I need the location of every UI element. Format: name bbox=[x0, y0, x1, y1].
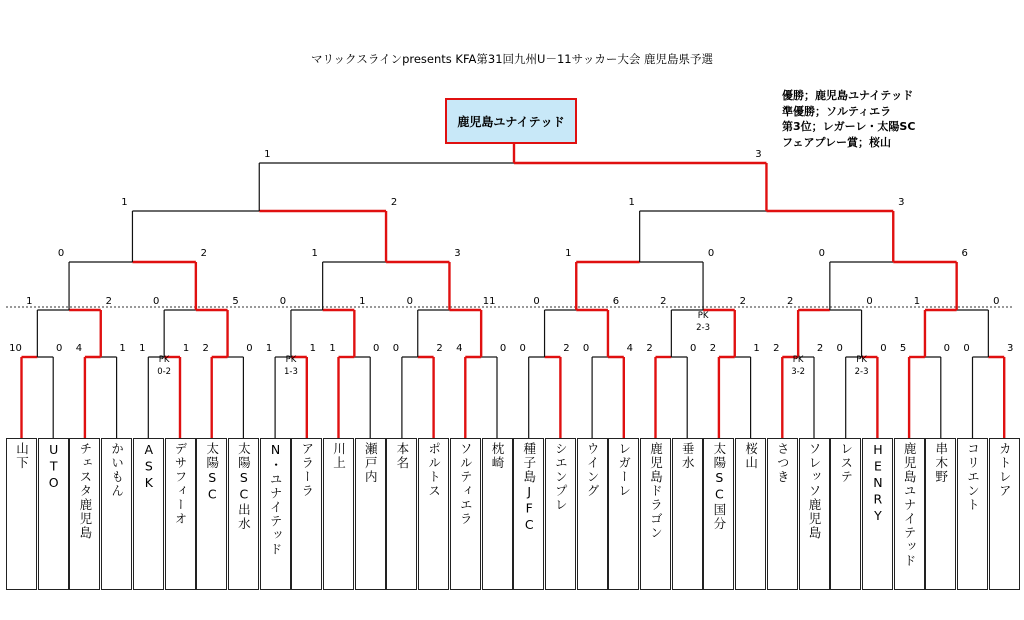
pk-label-r1-match12-title: PK bbox=[792, 355, 804, 365]
r2-match7-score-right: 0 bbox=[993, 296, 1000, 307]
team-name: 垂水 bbox=[680, 442, 696, 470]
team-box bbox=[69, 438, 100, 590]
team-name: UTO bbox=[46, 442, 62, 492]
team-name: 串木野 bbox=[933, 442, 949, 484]
team-name: ソレッソ鹿児島 bbox=[807, 442, 822, 540]
r3-match2-score-left: 1 bbox=[565, 248, 572, 259]
r1-match10-score-right: 0 bbox=[690, 343, 697, 354]
r1-match2-score-left: 1 bbox=[139, 343, 146, 354]
team-name: ウイング bbox=[585, 442, 601, 498]
r1-match11-score-right: 1 bbox=[753, 343, 760, 354]
r1-match9-score-left: 0 bbox=[582, 343, 590, 354]
team-box bbox=[133, 438, 164, 590]
r1-match15-score-left: 0 bbox=[963, 343, 970, 354]
team-name: さつき bbox=[775, 442, 791, 484]
r1-match12-score-left: 2 bbox=[773, 343, 780, 354]
team-name: カトレア bbox=[997, 442, 1013, 498]
r1-match3-score-right: 0 bbox=[246, 343, 253, 354]
r4-match0-score-left: 1 bbox=[121, 197, 128, 208]
r1-match4-score-right: 1 bbox=[309, 343, 316, 354]
team-box bbox=[894, 438, 925, 590]
pk-label-r1-match4-score: 1-3 bbox=[284, 367, 298, 377]
pk-label-r2-match5-score: 2-3 bbox=[696, 323, 710, 333]
r2-match7-score-left: 1 bbox=[913, 296, 921, 307]
r2-match5-score-left: 2 bbox=[660, 296, 667, 307]
team-box bbox=[830, 438, 861, 590]
team-box bbox=[482, 438, 513, 590]
team-box bbox=[925, 438, 956, 590]
team-name: 太陽SC bbox=[204, 442, 220, 503]
team-box bbox=[101, 438, 132, 590]
r3-match1-score-right: 3 bbox=[454, 248, 461, 259]
team-name: 瀬戸内 bbox=[363, 442, 379, 484]
r1-match4-score-left: 1 bbox=[265, 343, 273, 354]
result-winner: 優勝；鹿児島ユナイテッド bbox=[782, 89, 914, 102]
r1-match9-score-right: 4 bbox=[626, 343, 633, 354]
team-box bbox=[6, 438, 37, 590]
team-box bbox=[672, 438, 703, 590]
result-third: 第3位；レガーレ・太陽SC bbox=[782, 120, 916, 133]
r2-match4-score-left: 0 bbox=[533, 296, 540, 307]
team-box bbox=[418, 438, 449, 590]
r1-match14-score-right: 0 bbox=[943, 343, 950, 354]
team-box bbox=[989, 438, 1020, 590]
r4-match1-score-right: 3 bbox=[898, 197, 905, 208]
team-name: 本名 bbox=[394, 442, 410, 470]
r2-match0-score-right: 2 bbox=[105, 296, 112, 307]
r1-match7-score-left: 4 bbox=[456, 343, 463, 354]
r2-match3-score-right: 11 bbox=[482, 296, 496, 307]
team-box bbox=[957, 438, 988, 590]
team-name: 太陽SC国分 bbox=[711, 442, 727, 531]
champion-box bbox=[445, 98, 577, 144]
r2-match4-score-right: 6 bbox=[612, 296, 620, 307]
r1-match15-score-right: 3 bbox=[1007, 343, 1014, 354]
pk-label-r1-match4-title: PK bbox=[285, 355, 297, 365]
team-box bbox=[513, 438, 544, 590]
pk-label-r1-match12-score: 3-2 bbox=[791, 367, 806, 377]
r3-match0-score-right: 2 bbox=[200, 248, 208, 259]
team-box bbox=[196, 438, 227, 590]
team-name: ASK bbox=[141, 442, 157, 492]
team-name: アラーラ bbox=[299, 442, 315, 498]
r1-match13-score-right: 0 bbox=[880, 343, 887, 354]
r2-match2-score-right: 1 bbox=[359, 296, 366, 307]
team-box bbox=[608, 438, 639, 590]
r1-match1-score-right: 1 bbox=[119, 343, 126, 354]
team-box bbox=[545, 438, 576, 590]
team-name: 川上 bbox=[331, 442, 347, 470]
r3-match3-score-right: 6 bbox=[961, 248, 968, 259]
team-box bbox=[323, 438, 354, 590]
team-name: デサフィーオ bbox=[173, 442, 188, 526]
result-fair-play: フェアプレー賞；桜山 bbox=[782, 135, 892, 149]
r1-match8-score-right: 2 bbox=[563, 343, 570, 354]
team-name: レステ bbox=[838, 442, 854, 484]
team-box bbox=[450, 438, 481, 590]
team-box bbox=[640, 438, 671, 590]
champion-name: 鹿児島ユナイテッド bbox=[457, 114, 565, 129]
team-name: 山下 bbox=[14, 442, 30, 470]
r3-match2-score-right: 0 bbox=[707, 248, 715, 259]
team-name: 桜山 bbox=[743, 442, 759, 470]
r2-match6-score-right: 0 bbox=[866, 296, 873, 307]
r2-match2-score-left: 0 bbox=[279, 296, 287, 307]
r1-match1-score-left: 4 bbox=[75, 343, 83, 354]
team-name: チェスタ鹿児島 bbox=[77, 442, 93, 540]
pk-label-r1-match13-score: 2-3 bbox=[854, 367, 869, 377]
r4-match0-score-right: 2 bbox=[390, 197, 398, 208]
r1-match2-score-right: 1 bbox=[182, 343, 190, 354]
r1-match12-score-right: 2 bbox=[816, 343, 824, 354]
r1-match14-score-left: 5 bbox=[899, 343, 907, 354]
pk-label-r1-match13-title: PK bbox=[856, 355, 867, 365]
r2-match1-score-left: 0 bbox=[152, 296, 160, 307]
pk-label-r2-match5-title: PK bbox=[697, 311, 709, 321]
r1-match8-score-left: 0 bbox=[519, 343, 526, 354]
r3-match0-score-left: 0 bbox=[57, 248, 65, 259]
team-box bbox=[260, 438, 291, 590]
team-box bbox=[355, 438, 386, 590]
r1-match0-score-right: 0 bbox=[56, 343, 63, 354]
r3-match1-score-left: 1 bbox=[311, 248, 318, 259]
r1-match13-score-left: 0 bbox=[836, 343, 843, 354]
team-box bbox=[862, 438, 893, 590]
team-box bbox=[735, 438, 766, 590]
team-name: レガーレ bbox=[616, 442, 632, 498]
r2-match3-score-left: 0 bbox=[406, 296, 413, 307]
r1-match5-score-left: 1 bbox=[329, 343, 336, 354]
team-name: 鹿児島ユナイテッド bbox=[902, 442, 918, 568]
r2-match1-score-right: 5 bbox=[232, 296, 239, 307]
team-name: 太陽SC出水 bbox=[236, 442, 252, 531]
r1-match6-score-left: 0 bbox=[392, 343, 400, 354]
team-box bbox=[799, 438, 830, 590]
page-title: マリックスラインpresents KFA第31回九州U－11サッカー大会 鹿児島県予選 bbox=[310, 52, 713, 66]
r1-match3-score-left: 2 bbox=[202, 343, 209, 354]
team-name: かいもん bbox=[109, 442, 125, 498]
final-score-right: 3 bbox=[755, 149, 762, 160]
r4-match1-score-left: 1 bbox=[628, 197, 635, 208]
team-name: 鹿児島ドラゴン bbox=[648, 442, 664, 540]
team-name: コリエント bbox=[965, 442, 981, 512]
team-box bbox=[386, 438, 417, 590]
team-name: シエンプレ bbox=[553, 442, 569, 512]
r3-match3-score-left: 0 bbox=[818, 248, 826, 259]
team-box bbox=[291, 438, 322, 590]
r1-match11-score-left: 2 bbox=[709, 343, 717, 354]
team-box bbox=[767, 438, 798, 590]
team-name: N・ユナイテッド bbox=[268, 442, 284, 557]
team-name: ポルトス bbox=[426, 442, 442, 498]
team-box bbox=[38, 438, 69, 590]
final-score-left: 1 bbox=[264, 149, 271, 160]
r1-match0-score-left: 10 bbox=[9, 343, 22, 354]
team-box bbox=[703, 438, 734, 590]
r1-match6-score-right: 2 bbox=[436, 343, 443, 354]
r1-match7-score-right: 0 bbox=[499, 343, 507, 354]
result-runner-up: 準優勝；ソルティエラ bbox=[782, 104, 892, 118]
team-box bbox=[228, 438, 259, 590]
team-box bbox=[165, 438, 196, 590]
team-name: 枕崎 bbox=[490, 442, 505, 470]
r1-match10-score-left: 2 bbox=[646, 343, 653, 354]
team-name: ソルティエラ bbox=[458, 442, 474, 526]
team-box bbox=[577, 438, 608, 590]
pk-label-r1-match2-title: PK bbox=[158, 355, 170, 365]
r2-match0-score-left: 1 bbox=[26, 296, 33, 307]
r2-match5-score-right: 2 bbox=[739, 296, 746, 307]
pk-label-r1-match2-score: 0-2 bbox=[157, 367, 172, 377]
team-name: 種子島JFC bbox=[521, 442, 537, 534]
team-name: HENRY bbox=[870, 442, 886, 525]
r1-match5-score-right: 0 bbox=[373, 343, 380, 354]
r2-match6-score-left: 2 bbox=[786, 296, 794, 307]
